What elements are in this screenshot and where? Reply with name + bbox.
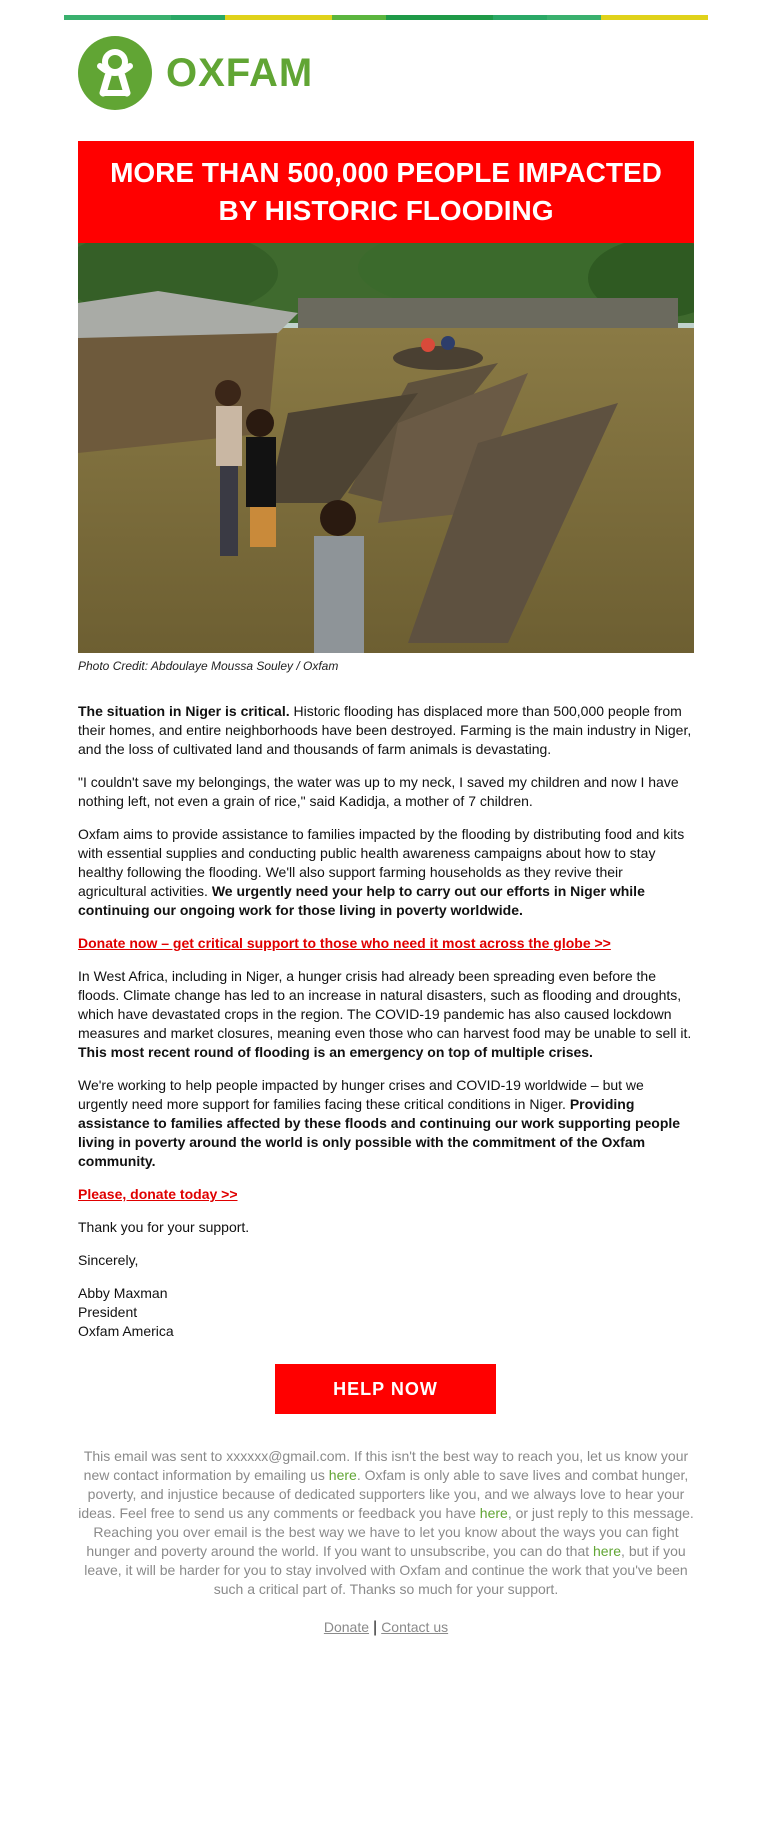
footer-donate-link[interactable]: Donate [323, 1619, 370, 1635]
paragraph-quote: "I couldn't save my belongings, the water was up to my neck, I saved my children and now I have nothing left, not even a grain of rice," said Kadidja, a mother of 7 children. [78, 774, 679, 809]
top-color-stripe [64, 15, 708, 20]
paragraph-working [78, 1076, 694, 1171]
paragraph-working-text: We're working to help people impacted by hunger crises and COVID-19 worldwide – but we urgently need more support for families facing these critical conditions in Niger. [78, 1077, 644, 1112]
donate-link-paragraph [78, 934, 694, 953]
stripe-segment [225, 15, 279, 20]
footer-text-1: This email was sent to xxxxxx@gmail.com. If this isn't the best way to reach you, let us know your new contact information by emailing us [83, 1448, 689, 1483]
paragraph-aims [78, 825, 694, 920]
paragraph-west-africa-text: In West Africa, including in Niger, a hunger crisis had already been spreading even before the floods. Climate change has led to an increase in natural disasters, such as flooding and droughts, which have devastated crops in the region. The COVID-19 pandemic has also caused lockdown measures and market closures, meaning even those who can harvest food may be unable to sell it. [78, 968, 692, 1041]
footer-notice [78, 1447, 694, 1599]
flood-photo [78, 243, 694, 653]
photo-credit: Photo Credit: Abdoulaye Moussa Souley / Oxfam [78, 659, 339, 673]
headline-line-2: BY HISTORIC FLOODING [218, 195, 554, 226]
footer-text-2: . Oxfam is only able to save lives and combat hunger, poverty, and injustice because of dedicated supporters like you, and we always love to hear your ideas. Feel free to send us any comments or feedback you have [78, 1467, 689, 1521]
oxfam-person-icon [78, 36, 152, 110]
stripe-segment [493, 15, 547, 20]
unsubscribe-here-link[interactable]: here [593, 1543, 622, 1559]
email-us-here-link[interactable]: here [328, 1467, 357, 1483]
oxfam-logo[interactable] [78, 36, 313, 110]
logo-wordmark: OXFAM [166, 50, 314, 95]
stripe-segment [171, 15, 225, 20]
stripe-segment [601, 15, 655, 20]
headline-line-1: MORE THAN 500,000 PEOPLE IMPACTED [110, 157, 662, 188]
feedback-here-link[interactable]: here [479, 1505, 508, 1521]
help-now-button[interactable]: HELP NOW [275, 1364, 496, 1414]
paragraph-working-bold: Providing assistance to families affected by these floods and continuing our work supporting people living in poverty around the world is only possible with the commitment of the Oxfam community. [78, 1096, 681, 1169]
paragraph-situation [78, 702, 694, 759]
paragraph-situation-text: Historic flooding has displaced more than 500,000 people from their homes, and entire neighborhoods have been destroyed. Farming is the main industry in Niger, and the loss of cultivated land and thousands of farm animals is devastating. [78, 703, 692, 757]
donate-now-link[interactable]: Donate now – get critical support to those who need it most across the globe >> [78, 935, 611, 951]
footer-separator: | [373, 1619, 378, 1636]
paragraph-situation-lead: The situation in Niger is critical. [78, 703, 290, 719]
thanks-line: Thank you for your support. [78, 1219, 250, 1235]
donate-today-paragraph [78, 1185, 694, 1204]
signature-name: Abby Maxman [78, 1285, 168, 1301]
stripe-segment [440, 15, 494, 20]
stripe-segment [332, 15, 386, 20]
footer-links [78, 1619, 694, 1637]
stripe-segment [279, 15, 333, 20]
signature-org: Oxfam America [78, 1323, 174, 1339]
footer-text-3: , or just reply to this message. Reaching you over email is the best way we have to let you know about the ways you can fight hunger and poverty around the world. If you want to unsubscribe, you can do that [86, 1505, 694, 1559]
email-body [78, 702, 694, 1355]
stripe-segment [654, 15, 708, 20]
paragraph-aims-bold: We urgently need your help to carry out our efforts in Niger while continuing our ongoing work for those living in poverty worldwide. [78, 883, 645, 918]
closing-line: Sincerely, [78, 1252, 139, 1268]
headline-banner [78, 141, 694, 243]
footer-contact-link[interactable]: Contact us [381, 1619, 449, 1635]
paragraph-aims-text: Oxfam aims to provide assistance to families impacted by the flooding by distributing food and kits with essential supplies and conducting public health awareness campaigns about how to stay healthy following the flooding. We'll also support farming households as they revive their agricultural activities. [78, 826, 685, 899]
stripe-segment [118, 15, 172, 20]
signature-title: President [78, 1304, 138, 1320]
footer-text-4: , but if you leave, it will be harder for you to stay involved with Oxfam and continue the work that you've been such a critical part of. Thanks so much for your support. [84, 1543, 688, 1597]
stripe-segment [64, 15, 118, 20]
paragraph-west-africa [78, 967, 694, 1062]
stripe-segment [386, 15, 440, 20]
donate-today-link[interactable]: Please, donate today >> [78, 1186, 238, 1202]
headline [110, 154, 662, 230]
signature [78, 1284, 694, 1341]
paragraph-west-africa-bold: This most recent round of flooding is an emergency on top of multiple crises. [78, 1044, 593, 1060]
stripe-segment [547, 15, 601, 20]
